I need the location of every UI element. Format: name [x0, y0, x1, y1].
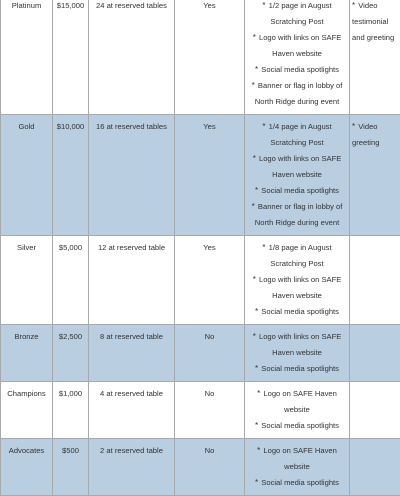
recognition-text: Social media spotlights — [261, 421, 339, 430]
bullet-star-icon: * — [253, 332, 256, 341]
ads-cell: Yes — [175, 236, 245, 325]
seating-cell: 12 at reserved table — [89, 236, 175, 325]
amount-cell: $5,000 — [53, 236, 89, 325]
sponsor-level-cell: Silver — [1, 236, 53, 325]
recognition-item — [248, 151, 346, 183]
recognition-item — [248, 240, 346, 272]
recognition-text: Logo with links on SAFE Haven website — [259, 33, 341, 58]
recognition-text: Social media spotlights — [261, 307, 339, 316]
ads-cell: No — [175, 382, 245, 439]
recognition-cell — [245, 236, 350, 325]
seating-cell: 8 at reserved table — [89, 325, 175, 382]
recognition-text: Logo with links on SAFE Haven website — [259, 332, 341, 357]
bullet-star-icon: * — [252, 202, 255, 211]
bullet-star-icon: * — [257, 389, 260, 398]
bullet-star-icon: * — [262, 243, 265, 252]
table-body — [1, 0, 400, 496]
bullet-star-icon: * — [252, 81, 255, 90]
bullet-star-icon: * — [352, 1, 355, 10]
recognition-item — [248, 304, 346, 320]
sponsor-level-cell: Gold — [1, 115, 53, 236]
bullet-star-icon: * — [255, 478, 258, 487]
sponsor-level-cell: Champions — [1, 382, 53, 439]
bullet-star-icon: * — [253, 33, 256, 42]
seating-cell: 4 at reserved table — [89, 382, 175, 439]
amount-cell: $1,000 — [53, 382, 89, 439]
video-cell — [350, 382, 400, 439]
ads-cell: No — [175, 325, 245, 382]
recognition-item — [248, 272, 346, 304]
video-cell — [350, 439, 400, 496]
bullet-star-icon: * — [257, 446, 260, 455]
recognition-text: Banner or flag in lobby of North Ridge during event — [255, 81, 343, 106]
bullet-star-icon: * — [262, 122, 265, 131]
bullet-star-icon: * — [253, 154, 256, 163]
recognition-item — [248, 361, 346, 377]
recognition-text: Social media spotlights — [261, 186, 339, 195]
recognition-cell — [245, 439, 350, 496]
video-item — [352, 0, 397, 46]
recognition-text: 1/4 page in August Scratching Post — [269, 122, 332, 147]
amount-cell: $15,000 — [53, 0, 89, 115]
ads-cell: Yes — [175, 115, 245, 236]
recognition-item — [248, 329, 346, 361]
recognition-text: Social media spotlights — [261, 65, 339, 74]
recognition-text: Logo on SAFE Haven website — [263, 446, 336, 471]
recognition-text: Banner or flag in lobby of North Ridge during event — [255, 202, 343, 227]
recognition-text: Social media spotlights — [261, 478, 339, 487]
bullet-star-icon: * — [255, 364, 258, 373]
recognition-item — [248, 386, 346, 418]
recognition-item — [248, 475, 346, 491]
table-row — [1, 325, 400, 382]
table-row — [1, 0, 400, 115]
recognition-item — [248, 30, 346, 62]
video-cell — [350, 0, 400, 115]
recognition-cell — [245, 382, 350, 439]
video-cell — [350, 236, 400, 325]
bullet-star-icon: * — [255, 307, 258, 316]
sponsor-level-cell: Advocates — [1, 439, 53, 496]
table-row — [1, 439, 400, 496]
recognition-item — [248, 183, 346, 199]
recognition-text: Logo with links on SAFE Haven website — [259, 154, 341, 179]
recognition-cell — [245, 325, 350, 382]
recognition-text: Social media spotlights — [261, 364, 339, 373]
amount-cell: $500 — [53, 439, 89, 496]
bullet-star-icon: * — [262, 1, 265, 10]
video-text: Video greeting — [352, 122, 379, 147]
bullet-star-icon: * — [255, 421, 258, 430]
table-row — [1, 382, 400, 439]
recognition-text: Logo on SAFE Haven website — [263, 389, 336, 414]
ads-cell: No — [175, 439, 245, 496]
recognition-item — [248, 62, 346, 78]
sponsor-level-cell: Bronze — [1, 325, 53, 382]
table-row — [1, 236, 400, 325]
seating-cell: 16 at reserved tables — [89, 115, 175, 236]
bullet-star-icon: * — [253, 275, 256, 284]
sponsor-level-cell: Platinum — [1, 0, 53, 115]
video-cell — [350, 325, 400, 382]
recognition-item — [248, 418, 346, 434]
bullet-star-icon: * — [255, 65, 258, 74]
recognition-item — [248, 119, 346, 151]
ads-cell: Yes — [175, 0, 245, 115]
bullet-star-icon: * — [352, 122, 355, 131]
video-item — [352, 119, 397, 151]
seating-cell: 2 at reserved table — [89, 439, 175, 496]
recognition-cell — [245, 0, 350, 115]
recognition-text: Logo with links on SAFE Haven website — [259, 275, 341, 300]
recognition-item — [248, 78, 346, 110]
amount-cell: $10,000 — [53, 115, 89, 236]
video-text: Video testimonial and greeting — [352, 1, 394, 42]
recognition-text: 1/8 page in August Scratching Post — [269, 243, 332, 268]
video-cell — [350, 115, 400, 236]
seating-cell: 24 at reserved tables — [89, 0, 175, 115]
recognition-item — [248, 443, 346, 475]
recognition-item — [248, 199, 346, 231]
amount-cell: $2,500 — [53, 325, 89, 382]
recognition-item — [248, 0, 346, 30]
bullet-star-icon: * — [255, 186, 258, 195]
table-row — [1, 115, 400, 236]
recognition-cell — [245, 115, 350, 236]
recognition-text: 1/2 page in August Scratching Post — [269, 1, 332, 26]
